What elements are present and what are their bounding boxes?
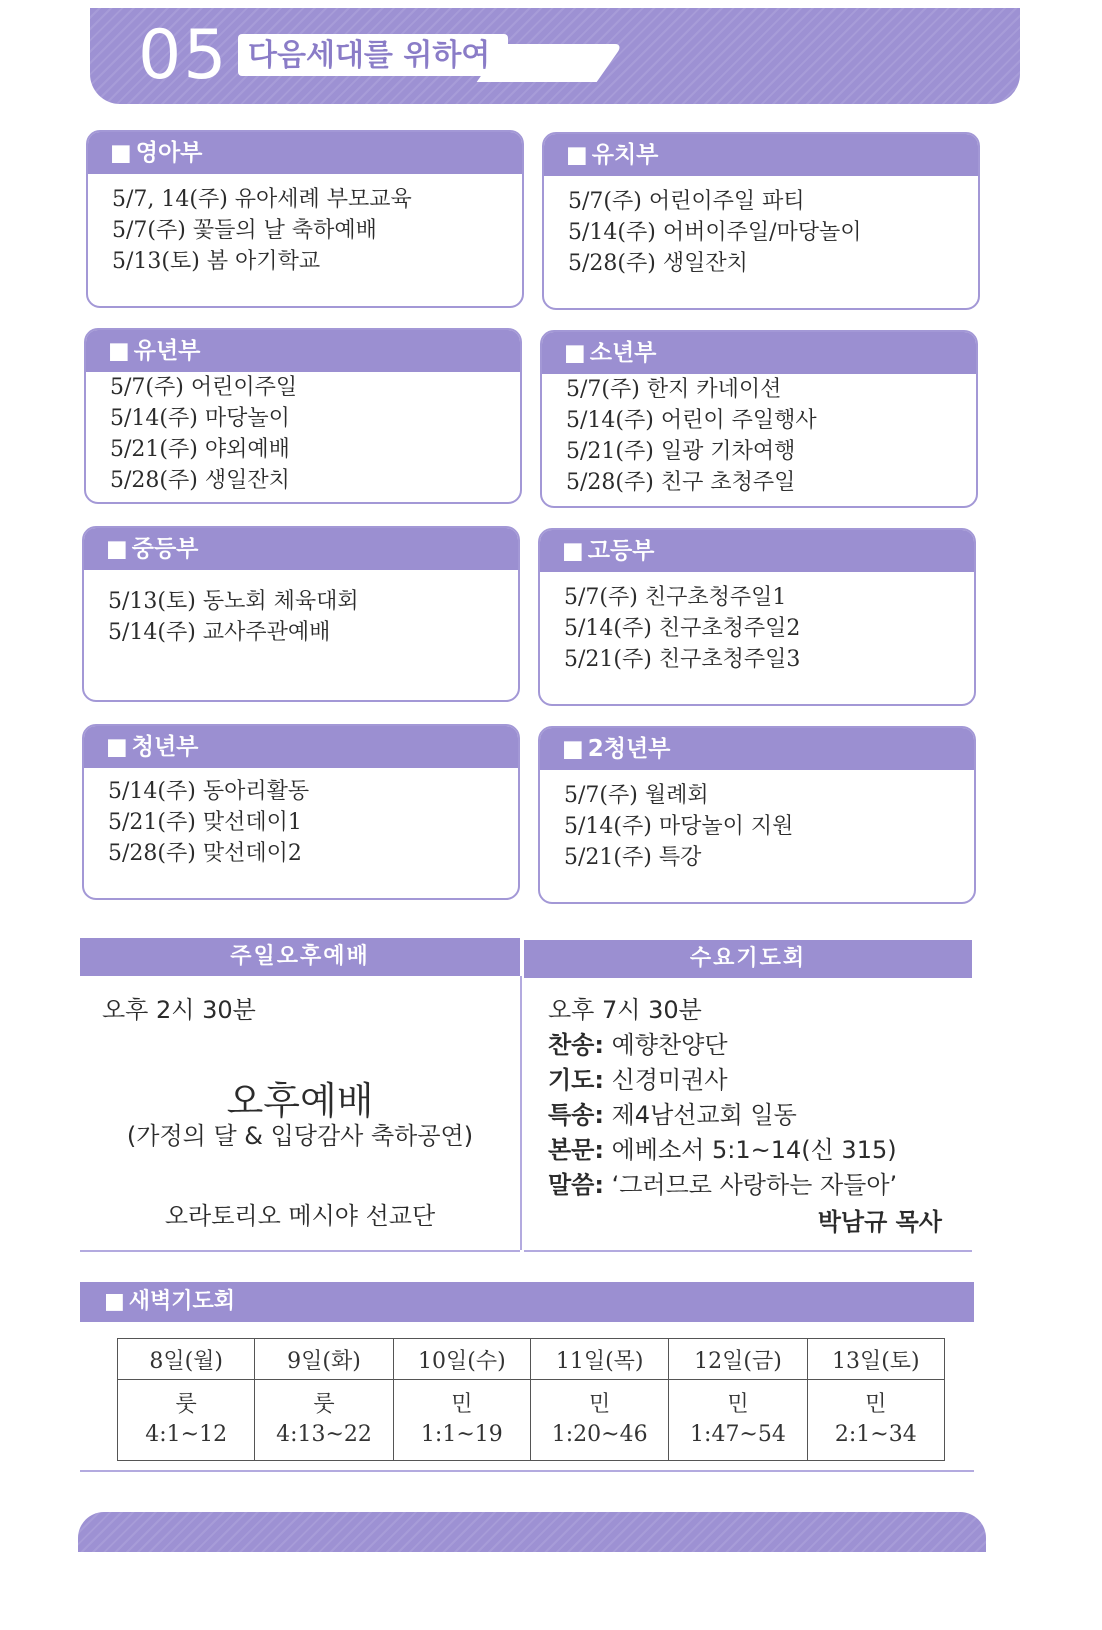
book-name: 룻 [175,1392,197,1417]
row-value: 예향찬양단 [611,1031,728,1059]
dawn-prayer-table [117,1338,945,1461]
reading-cell [255,1380,393,1461]
department-item: 5/14(주) 어린이 주일행사 [566,408,817,433]
reading-cell [669,1380,807,1461]
sunday-afternoon-section [80,938,520,1252]
department-item: 5/14(주) 동아리활동 [108,779,310,804]
section-divider [520,976,522,1250]
row-label: 말씀: [548,1171,604,1199]
day-cell: 8일(월) [118,1339,255,1380]
wednesday-row [548,1028,897,1063]
verse-range: 1:20~46 [551,1422,648,1447]
day-cell: 9일(화) [255,1339,393,1380]
sunday-afternoon-event-sub: (가정의 달 & 입당감사 축하공연) [126,1122,474,1150]
verse-range: 4:13~22 [276,1422,372,1447]
book-name: 민 [727,1392,749,1417]
department-item: 5/21(주) 맞선데이1 [108,810,302,835]
department-item: 5/14(주) 어버이주일/마당놀이 [568,220,862,245]
department-item: 5/13(토) 봄 아기학교 [112,249,321,274]
row-label: 찬송: [548,1031,604,1059]
reading-cell [531,1380,669,1461]
wednesday-row [548,1098,897,1133]
book-name: 민 [589,1392,611,1417]
department-name: ■ 유년부 [86,330,520,372]
department-item: 5/21(주) 일광 기차여행 [566,439,796,464]
department-name: ■ 소년부 [542,332,976,374]
department-item: 5/7(주) 월례회 [564,783,709,808]
section-header [90,8,1020,104]
row-label: 본문: [548,1136,604,1164]
verse-range: 2:1~34 [834,1422,917,1447]
row-label: 특송: [548,1101,604,1129]
department-item: 5/7(주) 한지 카네이션 [566,377,782,402]
department-item: 5/14(주) 교사주관예배 [108,620,331,645]
department-item: 5/21(주) 친구초청주일3 [564,647,801,672]
row-value: ‘그러므로 사랑하는 자들아’ [611,1171,898,1199]
wednesday-row [548,1063,897,1098]
verse-range: 4:1~12 [145,1422,228,1447]
department-card-young-adult [82,724,520,900]
department-item: 5/28(주) 친구 초청주일 [566,470,796,495]
department-name: ■ 고등부 [540,530,974,572]
department-name: ■ 2청년부 [540,728,974,770]
sunday-afternoon-title: 주일오후예배 [80,938,520,976]
department-item: 5/21(주) 특강 [564,845,702,870]
dawn-prayer-title: ■ 새벽기도회 [80,1282,974,1322]
section-title: 다음세대를 위하여 [248,38,491,73]
department-card-high-school [538,528,976,706]
sunday-afternoon-time: 오후 2시 30분 [102,996,256,1024]
section-number: 05 [138,16,229,95]
reading-cell [393,1380,530,1461]
wednesday-row [548,1133,897,1168]
reading-cell [118,1380,255,1461]
department-card-junior [540,330,978,508]
department-item: 5/14(주) 마당놀이 지원 [564,814,794,839]
department-item: 5/13(토) 동노회 체육대회 [108,589,359,614]
book-name: 민 [451,1392,473,1417]
table-header-row [118,1339,945,1380]
department-item: 5/28(주) 생일잔치 [568,251,748,276]
reading-cell [807,1380,944,1461]
department-item: 5/28(주) 맞선데이2 [108,841,302,866]
department-name: ■ 청년부 [84,726,518,768]
department-name: ■ 중등부 [84,528,518,570]
book-name: 룻 [313,1392,335,1417]
department-item: 5/28(주) 생일잔치 [110,468,290,493]
wednesday-prayer-title: 수요기도회 [524,940,972,978]
day-cell: 10일(수) [393,1339,530,1380]
department-item: 5/21(주) 야외예배 [110,437,290,462]
wednesday-prayer-section [524,940,972,1252]
day-cell: 13일(토) [807,1339,944,1380]
book-name: 민 [865,1392,887,1417]
wednesday-row [548,1168,897,1203]
department-card-young-adult-2 [538,726,976,904]
wednesday-time: 오후 7시 30분 [548,996,702,1024]
department-item: 5/7(주) 꽃들의 날 축하예배 [112,218,377,243]
row-label: 기도: [548,1066,604,1094]
department-item: 5/7(주) 어린이주일 파티 [568,189,805,214]
department-card-kindergarten [542,132,980,310]
department-card-infant [86,130,524,308]
verse-range: 1:47~54 [690,1422,786,1447]
verse-range: 1:1~19 [420,1422,503,1447]
department-item: 5/7, 14(주) 유아세례 부모교육 [112,187,412,212]
sunday-afternoon-performer: 오라토리오 메시야 선교단 [164,1202,436,1230]
sunday-afternoon-event: 오후예배 [226,1079,374,1123]
department-item: 5/14(주) 친구초청주일2 [564,616,801,641]
row-value: 신경미권사 [611,1066,728,1094]
row-value: 제4남선교회 일동 [611,1101,797,1129]
department-card-middle-school [82,526,520,702]
footer-band [78,1512,986,1552]
department-card-primary [84,328,522,504]
department-item: 5/14(주) 마당놀이 [110,406,290,431]
divider-line [80,1470,974,1472]
row-value: 에베소서 5:1~14(신 315) [611,1136,897,1164]
department-item: 5/7(주) 어린이주일 [110,375,298,400]
day-cell: 11일(목) [531,1339,669,1380]
day-cell: 12일(금) [669,1339,807,1380]
table-row [118,1380,945,1461]
department-name: ■ 영아부 [88,132,522,174]
department-name: ■ 유치부 [544,134,978,176]
wednesday-preacher: 박남규 목사 [817,1208,942,1236]
wednesday-details [548,1028,897,1203]
department-item: 5/7(주) 친구초청주일1 [564,585,787,610]
